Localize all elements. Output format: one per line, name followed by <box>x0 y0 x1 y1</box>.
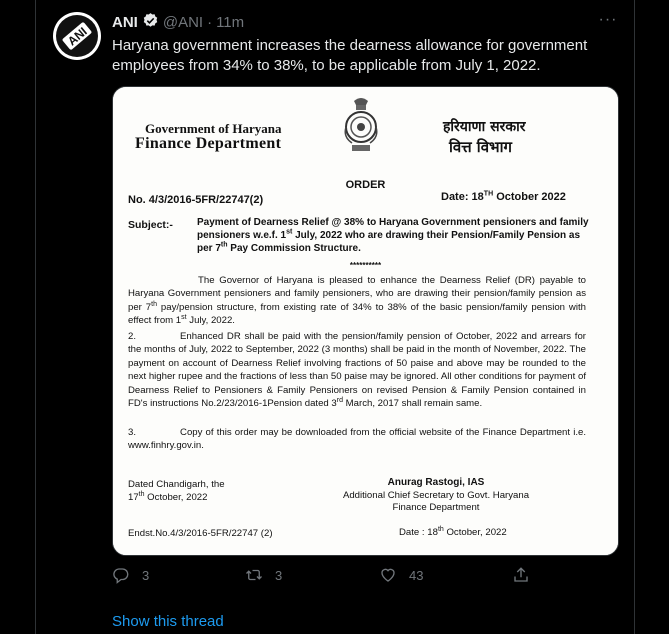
heart-icon <box>379 566 397 584</box>
doc-separator-stars: ********** <box>349 261 382 270</box>
more-options-icon[interactable]: ··· <box>598 11 618 28</box>
doc-gov-hindi: हरियाणा सरकार <box>443 119 526 135</box>
doc-signatory-dept: Finance Department <box>392 502 480 513</box>
tweet[interactable] <box>36 0 634 634</box>
avatar[interactable] <box>53 12 101 60</box>
like-count: 43 <box>409 567 424 583</box>
retweet-count: 3 <box>275 567 283 583</box>
order-document <box>113 87 618 555</box>
column-border-right <box>634 0 635 634</box>
svg-text:ANI: ANI <box>64 24 90 49</box>
retweet-icon <box>245 566 263 584</box>
share-button[interactable] <box>512 566 530 584</box>
author-handle[interactable]: @ANI <box>162 13 204 31</box>
doc-gov-english: Government of Haryana <box>145 121 282 136</box>
doc-order-title: ORDER <box>345 179 386 191</box>
doc-dept-english: Finance Department <box>135 135 282 152</box>
doc-endorsement-date: Date : 18th October, 2022 <box>399 525 507 538</box>
doc-signatory-title: Additional Chief Secretary to Govt. Haryana <box>342 489 530 501</box>
doc-signature-block <box>331 477 541 515</box>
verified-badge-icon <box>142 12 159 33</box>
doc-dept-hindi: वित्त विभाग <box>449 138 512 156</box>
doc-paragraph-3: 3. Copy of this order may be downloaded from the official website of the Finance Department i.e. www.finhry.gov.in. <box>128 427 586 452</box>
like-button[interactable] <box>379 566 423 584</box>
timestamp[interactable]: 11m <box>216 13 245 31</box>
doc-paragraph-2: 2. Enhanced DR shall be paid with the pension/family pension of October, 2022 and arrears for the months of July, 2022 to September, 2022 (3 months) shall be paid in the month of November, 2022. The payment on account of Dearness Relief involving fractions of 50 paise and above may be rounded to the next higher rupee and the fractions of less than 50 paise may be ignored. All other conditions for payment of Dearness Relief to Pensioners & Family Pensioners on revised Pension & Family Pension contained in FD's instructions No.2/23/2016-1Pension dated 3rd March, 2017 shall remain same. <box>128 331 586 410</box>
tweet-media-image[interactable] <box>112 86 619 556</box>
tweet-text: Haryana government increases the dearness allowance for government employees from 34% to 38%, to be applicable from July 1, 2022. <box>112 37 588 74</box>
tweet-actions <box>112 566 622 588</box>
doc-subject-label: Subject:- <box>128 219 173 231</box>
separator-dot: · <box>207 13 213 31</box>
retweet-button[interactable] <box>245 566 282 584</box>
doc-dated-place: Dated Chandigarh, the 17th October, 2022 <box>128 479 225 503</box>
share-icon <box>512 566 530 584</box>
author-name[interactable]: ANI <box>112 13 138 31</box>
doc-order-number: No. 4/3/2016-5FR/22747(2) <box>128 194 264 206</box>
ani-logo-icon <box>56 15 98 57</box>
reply-count: 3 <box>142 567 150 583</box>
doc-subject: Payment of Dearness Relief @ 38% to Haryana Government pensioners and family pensioners w.e.f. 1st July, 2022 who are drawing their Pension/Family Pension as per 7th Pay Commission Structure. <box>197 217 589 254</box>
haryana-emblem-icon <box>340 95 382 155</box>
doc-order-date: Date: 18TH October 2022 <box>441 190 566 203</box>
doc-paragraph-1: The Governor of Haryana is pleased to enhance the Dearness Relief (DR) payable to Haryana Government pensioners and family pensioners, who are drawing their pension/family pension as per 7th pay/pension structure, from existing rate of 34% to 38% of the basic pension/family pension with effect from 1st July, 2022. <box>128 275 586 327</box>
reply-icon <box>112 566 130 584</box>
doc-endorsement-number: Endst.No.4/3/2016-5FR/22747 (2) <box>128 528 273 539</box>
tweet-header <box>112 12 244 32</box>
show-thread-link[interactable]: Show this thread <box>112 613 224 630</box>
reply-button[interactable] <box>112 566 149 584</box>
doc-signatory-name: Anurag Rastogi, IAS <box>387 477 485 488</box>
